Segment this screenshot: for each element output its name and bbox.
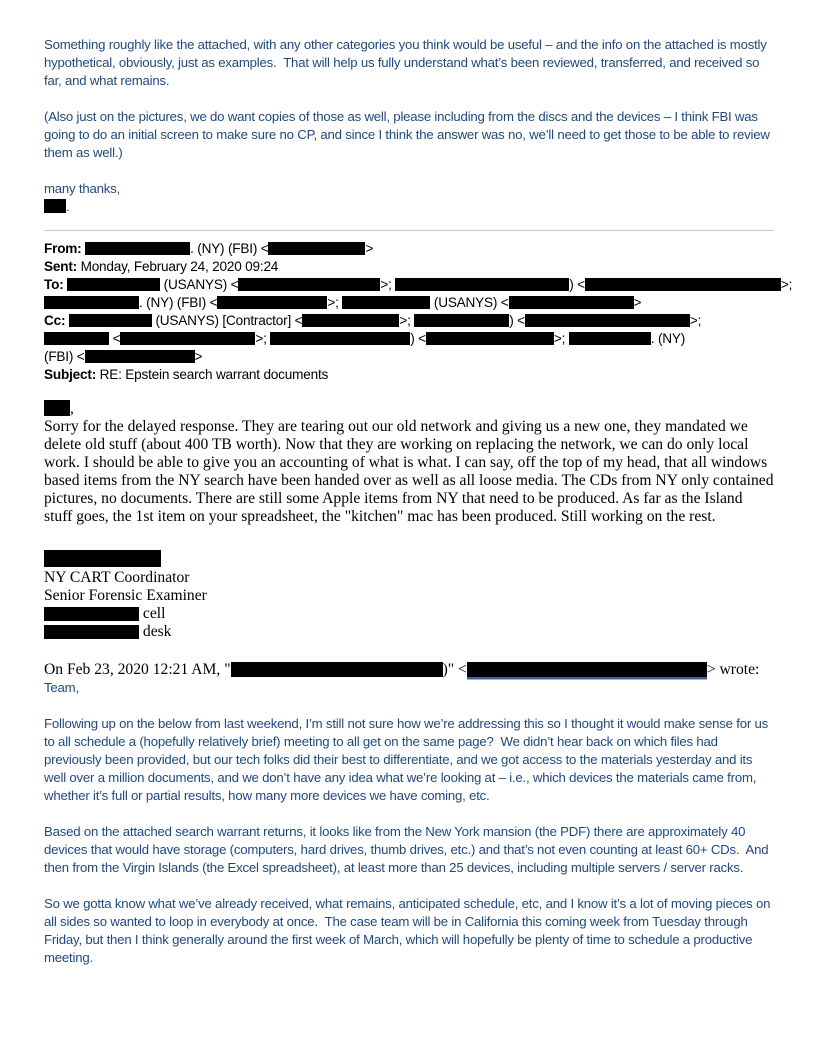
redaction-bar	[302, 314, 399, 327]
bottom-message	[44, 679, 774, 967]
text-segment: . (NY) (FBI) <	[190, 241, 269, 256]
redaction-bar	[414, 314, 509, 327]
text-segment: >;	[399, 313, 415, 328]
top-signature-line	[44, 198, 774, 216]
top-paragraph-2: (Also just on the pictures, we do want copies of those as well, please including from the discs and the devices – I think FBI was going to do an initial screen to make sure no CP, and since I think the answer was no, we’ll need to get those to be able to review them as well.)	[44, 109, 774, 160]
signature-name-line	[44, 550, 774, 569]
redaction-bar	[270, 332, 410, 345]
redaction-bar	[395, 278, 569, 291]
text-segment: . (NY)	[650, 331, 686, 346]
redaction-bar	[85, 350, 195, 363]
redaction-bar	[585, 278, 781, 291]
text-segment: desk	[139, 623, 172, 640]
text-segment: (FBI) <	[44, 349, 85, 364]
reply-message	[44, 400, 778, 679]
email-header	[44, 240, 793, 384]
bottom-paragraph-1: Following up on the below from last weekend, I’m still not sure how we’re addressing this so I thought it would make sense for us to all schedule a (hopefully relatively brief) meeting to all get on the same page? We didn’t hear back on which files had previously been provided, but our tech folks did their best to differentiate, and we got access to the materials yesterday and its well over a million documents, and we don’t have any idea what we’re looking at – i.e., which devices the materials came from, whether it’s full or partial results, how many more devices we have coming, etc.	[44, 716, 772, 803]
text-segment: ) <	[569, 277, 585, 292]
text-segment: . (NY) (FBI) <	[139, 295, 218, 310]
redaction-bar	[44, 332, 109, 345]
text-segment: Monday, February 24, 2020 09:24	[77, 259, 279, 274]
text-segment: >;	[327, 295, 343, 310]
text-segment: > wrote:	[706, 661, 760, 678]
field-label: Subject:	[44, 367, 97, 382]
redaction-bar	[467, 662, 707, 677]
attribution-line	[44, 661, 774, 679]
redaction-bar	[525, 314, 690, 327]
redaction-bar	[44, 550, 161, 567]
redaction-bar	[67, 278, 160, 291]
redaction-bar	[44, 296, 139, 309]
text-segment: ,	[70, 400, 74, 417]
redaction-bar	[44, 607, 139, 621]
redaction-bar	[426, 332, 554, 345]
text-segment: >	[633, 295, 642, 310]
text-segment: >;	[689, 313, 702, 328]
signature-cell-line	[44, 605, 774, 623]
header-line-sent	[44, 258, 774, 276]
text-segment: >	[365, 241, 374, 256]
top-paragraph-1: Something roughly like the attached, with any other categories you think would be useful – and the info on the attached is mostly hypothetical, obviously, just as examples. That will help us fully understand what’s been reviewed, transferred, and received so far, and what remains.	[44, 37, 771, 88]
text-segment: (USANYS) [Contractor] <	[151, 313, 303, 328]
text-segment: RE: Epstein search warrant documents	[96, 367, 329, 382]
bottom-paragraph-3: So we gotta know what we’ve already received, what remains, anticipated schedule, etc, and I know it’s a lot of moving pieces on all sides so wanted to loop in everybody at once. The case team will be in California this coming week from Tuesday through Friday, but then I think generally around the first week of March, which will hopefully be plenty of time to schedule a productive meeting.	[44, 896, 774, 965]
header-line-cc-1	[44, 312, 774, 330]
top-message	[44, 36, 774, 216]
field-label: Sent:	[44, 259, 77, 274]
text-segment: (USANYS) <	[160, 277, 239, 292]
redaction-bar	[238, 278, 380, 291]
redaction-bar	[85, 242, 190, 255]
message-divider	[44, 230, 774, 231]
text-segment: >;	[780, 277, 793, 292]
redaction-bar	[44, 199, 66, 213]
reply-greeting-line	[44, 400, 774, 418]
signature-desk-line	[44, 623, 774, 641]
redaction-bar	[217, 296, 327, 309]
redaction-bar	[231, 662, 443, 677]
redaction-bar	[44, 625, 139, 639]
field-label: From:	[44, 241, 82, 256]
redaction-bar	[44, 400, 70, 416]
redaction-bar	[268, 242, 365, 255]
header-line-to-2	[44, 294, 774, 312]
text-segment: ) <	[410, 331, 426, 346]
text-segment: <	[109, 331, 121, 346]
closing-line: many thanks,	[44, 181, 121, 196]
text-segment: .	[66, 199, 70, 214]
team-greeting-line: Team,	[44, 680, 79, 695]
text-segment: >;	[255, 331, 271, 346]
text-segment: >;	[380, 277, 396, 292]
text-segment: (USANYS) <	[430, 295, 509, 310]
field-label: To:	[44, 277, 64, 292]
redaction-bar	[509, 296, 634, 309]
text-segment: )" <	[442, 661, 467, 678]
redaction-bar	[342, 296, 430, 309]
text-segment: >;	[553, 331, 569, 346]
redaction-bar	[569, 332, 651, 345]
signature-block	[44, 550, 774, 641]
header-line-cc-3	[44, 348, 774, 366]
text-segment: ) <	[509, 313, 525, 328]
bottom-paragraph-2: Based on the attached search warrant returns, it looks like from the New York mansion (the PDF) there are approximately 40 devices that would have storage (computers, hard drives, thumb drives, etc.) and that’s not even counting at least 60+ CDs. And then from the Virgin Islands (the Excel spreadsheet), at least more than 25 devices, including multiple servers / server racks.	[44, 824, 772, 875]
text-segment: cell	[139, 605, 166, 622]
header-line-subject	[44, 366, 774, 384]
text-segment: On Feb 23, 2020 12:21 AM, "	[44, 661, 231, 678]
reply-body-paragraph: Sorry for the delayed response. They are tearing out our old network and giving us a new one, they mandated we delete old stuff (about 400 TB worth). Now that they are working on replacing the network, we can do only local work. I should be able to give you an accounting of what is what. I can say, off the top of my head, that all windows based items from the NY search have been handed over as well as all loose media. The CDs from NY only contained pictures, no documents. There are still some Apple items from NY that need to be produced. As far as the Island stuff goes, the 1st item on your spreadsheet, the "kitchen" mac has been produced. Still working on the rest.	[44, 418, 778, 525]
header-line-from	[44, 240, 774, 258]
redaction-bar	[120, 332, 255, 345]
signature-title-1: NY CART Coordinator	[44, 569, 190, 586]
field-label: Cc:	[44, 313, 66, 328]
signature-title-2: Senior Forensic Examiner	[44, 587, 207, 604]
header-line-cc-2	[44, 330, 774, 348]
text-segment: >	[194, 349, 203, 364]
redaction-bar	[69, 314, 152, 327]
header-line-to-1	[44, 276, 793, 294]
